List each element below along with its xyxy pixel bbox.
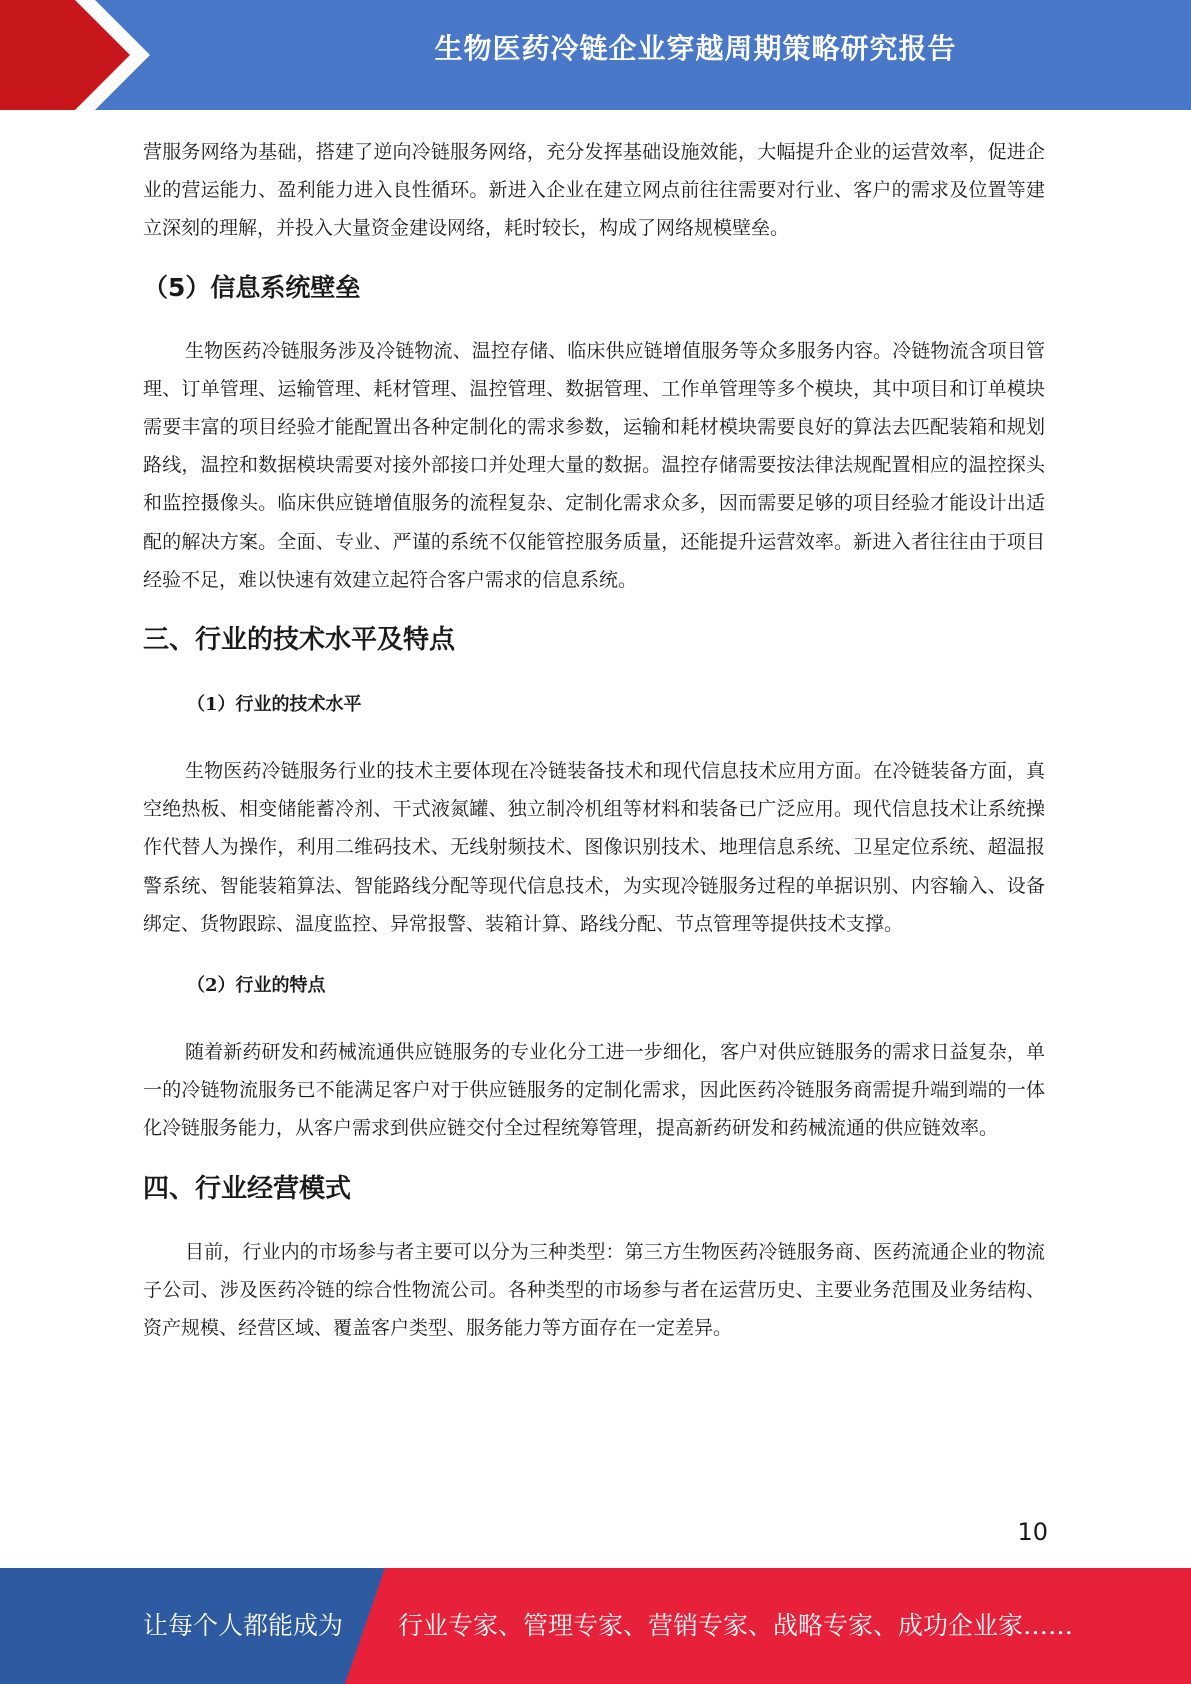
footer-banner [0,1568,1191,1684]
heading-section-three: 三、行业的技术水平及特点 [143,625,456,656]
heading-section-four: 四、行业经营模式 [143,1173,352,1204]
page-number: 10 [1017,1518,1048,1546]
heading-industry-features: （2）行业的特点 [187,975,326,997]
heading-info-system-barrier: （5）信息系统壁垒 [143,272,361,302]
paragraph-industry-features: 随着新药研发和药械流通供应链服务的专业化分工进一步细化，客户对供应链服务的需求日益复杂，单一的冷链物流服务已不能满足客户对于供应链服务的定制化需求，因此医药冷链服务商需提升端到端的一体化冷链服务能力，从客户需求到供应链交付全过程统筹管理，提高新药研发和药械流通的供应链效率。 [143,1041,1045,1140]
paragraph-business-model: 目前，行业内的市场参与者主要可以分为三种类型：第三方生物医药冷链服务商、医药流通企业的物流子公司、涉及医药冷链的综合性物流公司。各种类型的市场参与者在运营历史、主要业务范围及业务结构、资产规模、经营区域、覆盖客户类型、服务能力等方面存在一定差异。 [143,1240,1045,1340]
heading-tech-level: （1）行业的技术水平 [187,694,362,716]
footer-slogan-right: 行业专家、管理专家、营销专家、战略专家、成功企业家…… [398,1611,1074,1640]
header-banner [0,0,1191,110]
footer-slogan-left: 让每个人都能成为 [143,1611,344,1640]
paragraph-network-barrier: 营服务网络为基础，搭建了逆向冷链服务网络，充分发挥基础设施效能，大幅提升企业的运营效率，促进企业的营运能力、盈利能力进入良性循环。新进入企业在建立网点前往往需要对行业、客户的需求及位置等建立深刻的理解，并投入大量资金建设网络，耗时较长，构成了网络规模壁垒。 [143,141,1045,240]
paragraph-tech-level: 生物医药冷链服务行业的技术主要体现在冷链装备技术和现代信息技术应用方面。在冷链装备方面，真空绝热板、相变储能蓄冷剂、干式液氮罐、独立制冷机组等材料和装备已广泛应用。现代信息技术让系统操作代替人为操作，利用二维码技术、无线射频技术、图像识别技术、地理信息系统、卫星定位系统、超温报警系统、智能装箱算法、智能路线分配等现代信息技术，为实现冷链服务过程的单据识别、内容输入、设备绑定、货物跟踪、温度监控、异常报警、装箱计算、路线分配、节点管理等提供技术支撑。 [143,760,1045,935]
paragraph-info-system: 生物医药冷链服务涉及冷链物流、温控存储、临床供应链增值服务等众多服务内容。冷链物流含项目管理、订单管理、运输管理、耗材管理、温控管理、数据管理、工作单管理等多个模块，其中项目和订单模块需要丰富的项目经验才能配置出各种定制化的需求参数，运输和耗材模块需要良好的算法去匹配装箱和规划路线，温控和数据模块需要对接外部接口并处理大量的数据。温控存储需要按法律法规配置相应的温控探头和监控摄像头。临床供应链增值服务的流程复杂、定制化需求众多，因而需要足够的项目经验才能设计出适配的解决方案。全面、专业、严谨的系统不仅能管控服务质量，还能提升运营效率。新进入者往往由于项目经验不足，难以快速有效建立起符合客户需求的信息系统。 [143,339,1045,591]
report-title: 生物医药冷链企业穿越周期策略研究报告 [434,32,957,65]
document-body [143,133,1045,1347]
